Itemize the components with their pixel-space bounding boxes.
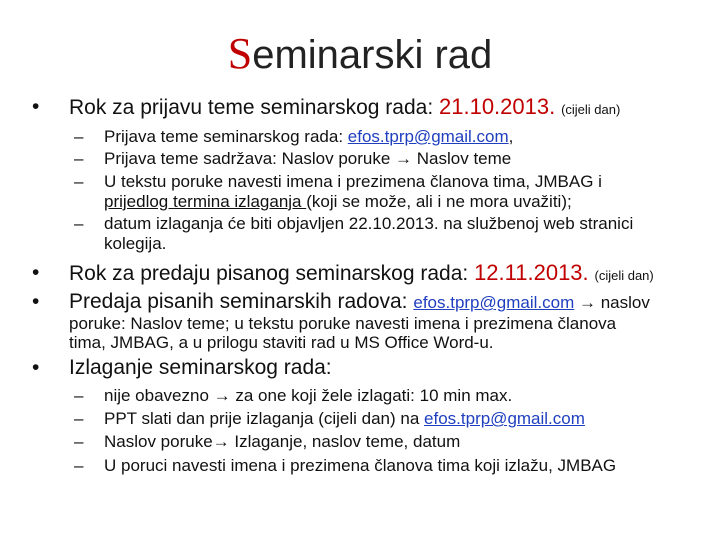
deadline-note: (cijeli dan) xyxy=(561,102,621,117)
sub-text-end: Naslov teme xyxy=(412,149,512,168)
dash-marker: – xyxy=(74,432,84,451)
sub-text: Prijava teme sadržava: Naslov poruke xyxy=(104,149,396,168)
bullet-dot: • xyxy=(32,290,40,313)
email-link[interactable]: efos.tprp@gmail.com xyxy=(424,409,585,428)
sub-text: Naslov poruke xyxy=(104,432,213,451)
bullet-continuation: tima, JMBAG, a u prilogu staviti rad u MS Office Word-u. xyxy=(69,333,494,352)
sub-text: kolegija. xyxy=(104,234,167,253)
sub-text: U poruci navesti imena i prezimena članova tima koji izlažu, JMBAG xyxy=(104,456,617,475)
dash-marker: – xyxy=(74,127,84,146)
dash-marker: – xyxy=(74,172,84,191)
dash-marker: – xyxy=(74,149,84,168)
arrow-icon: → xyxy=(578,293,596,312)
bullet-dot: • xyxy=(32,95,40,118)
email-link[interactable]: efos.tprp@gmail.com xyxy=(347,127,509,146)
sub-text-end: (koji se može, ali i ne mora uvažiti); xyxy=(306,192,572,211)
sub-item xyxy=(74,149,512,169)
sub-item xyxy=(74,432,461,452)
bullet-text: Predaja pisanih seminarskih radova: xyxy=(69,290,414,313)
bullet-dot: • xyxy=(32,356,40,379)
slide-title xyxy=(0,30,720,79)
email-link[interactable]: efos.tprp@gmail.com xyxy=(413,293,575,312)
arrow-icon: → xyxy=(213,386,231,405)
sub-text-end: , xyxy=(508,127,514,146)
arrow-icon: → xyxy=(395,149,413,168)
sub-text: U tekstu poruke navesti imena i prezimena članova tima, JMBAG i xyxy=(104,172,602,191)
dash-marker: – xyxy=(74,214,84,233)
dash-marker: – xyxy=(74,386,84,405)
arrow-icon: → xyxy=(212,432,230,451)
sub-text: PPT slati dan prije izlaganja (cijeli dan) na xyxy=(104,409,425,428)
bullet-text: Izlaganje seminarskog rada: xyxy=(69,356,332,379)
title-rest: eminarski rad xyxy=(252,33,493,77)
bullet-text: Rok za predaju pisanog seminarskog rada: xyxy=(69,262,475,285)
sub-item xyxy=(74,172,602,212)
sub-item xyxy=(74,386,513,406)
deadline-date: 21.10.2013. xyxy=(439,94,556,119)
sub-text-underlined: prijedlog termina izlaganja xyxy=(104,192,307,211)
title-initial: S xyxy=(227,29,253,78)
bullet-text-end: naslov xyxy=(595,293,650,312)
sub-text: datum izlaganja će biti objavljen 22.10.2013. na službenoj web stranici xyxy=(104,214,634,233)
sub-item xyxy=(74,456,617,476)
sub-item xyxy=(74,127,514,147)
bullet-dot: • xyxy=(32,261,40,284)
dash-marker: – xyxy=(74,456,84,475)
sub-text: Prijava teme seminarskog rada: xyxy=(104,127,348,146)
bullet-continuation: poruke: Naslov teme; u tekstu poruke navesti imena i prezimena članova xyxy=(69,314,617,333)
sub-text-end: Izlaganje, naslov teme, datum xyxy=(229,432,461,451)
sub-text: nije obavezno xyxy=(104,386,214,405)
dash-marker: – xyxy=(74,409,84,428)
sub-item xyxy=(74,214,634,254)
bullet-text: Rok za prijavu teme seminarskog rada: xyxy=(69,96,439,119)
deadline-date: 12.11.2013. xyxy=(474,260,589,285)
sub-item xyxy=(74,409,585,429)
deadline-note: (cijeli dan) xyxy=(594,268,654,283)
sub-text-end: za one koji žele izlagati: 10 min max. xyxy=(230,386,513,405)
